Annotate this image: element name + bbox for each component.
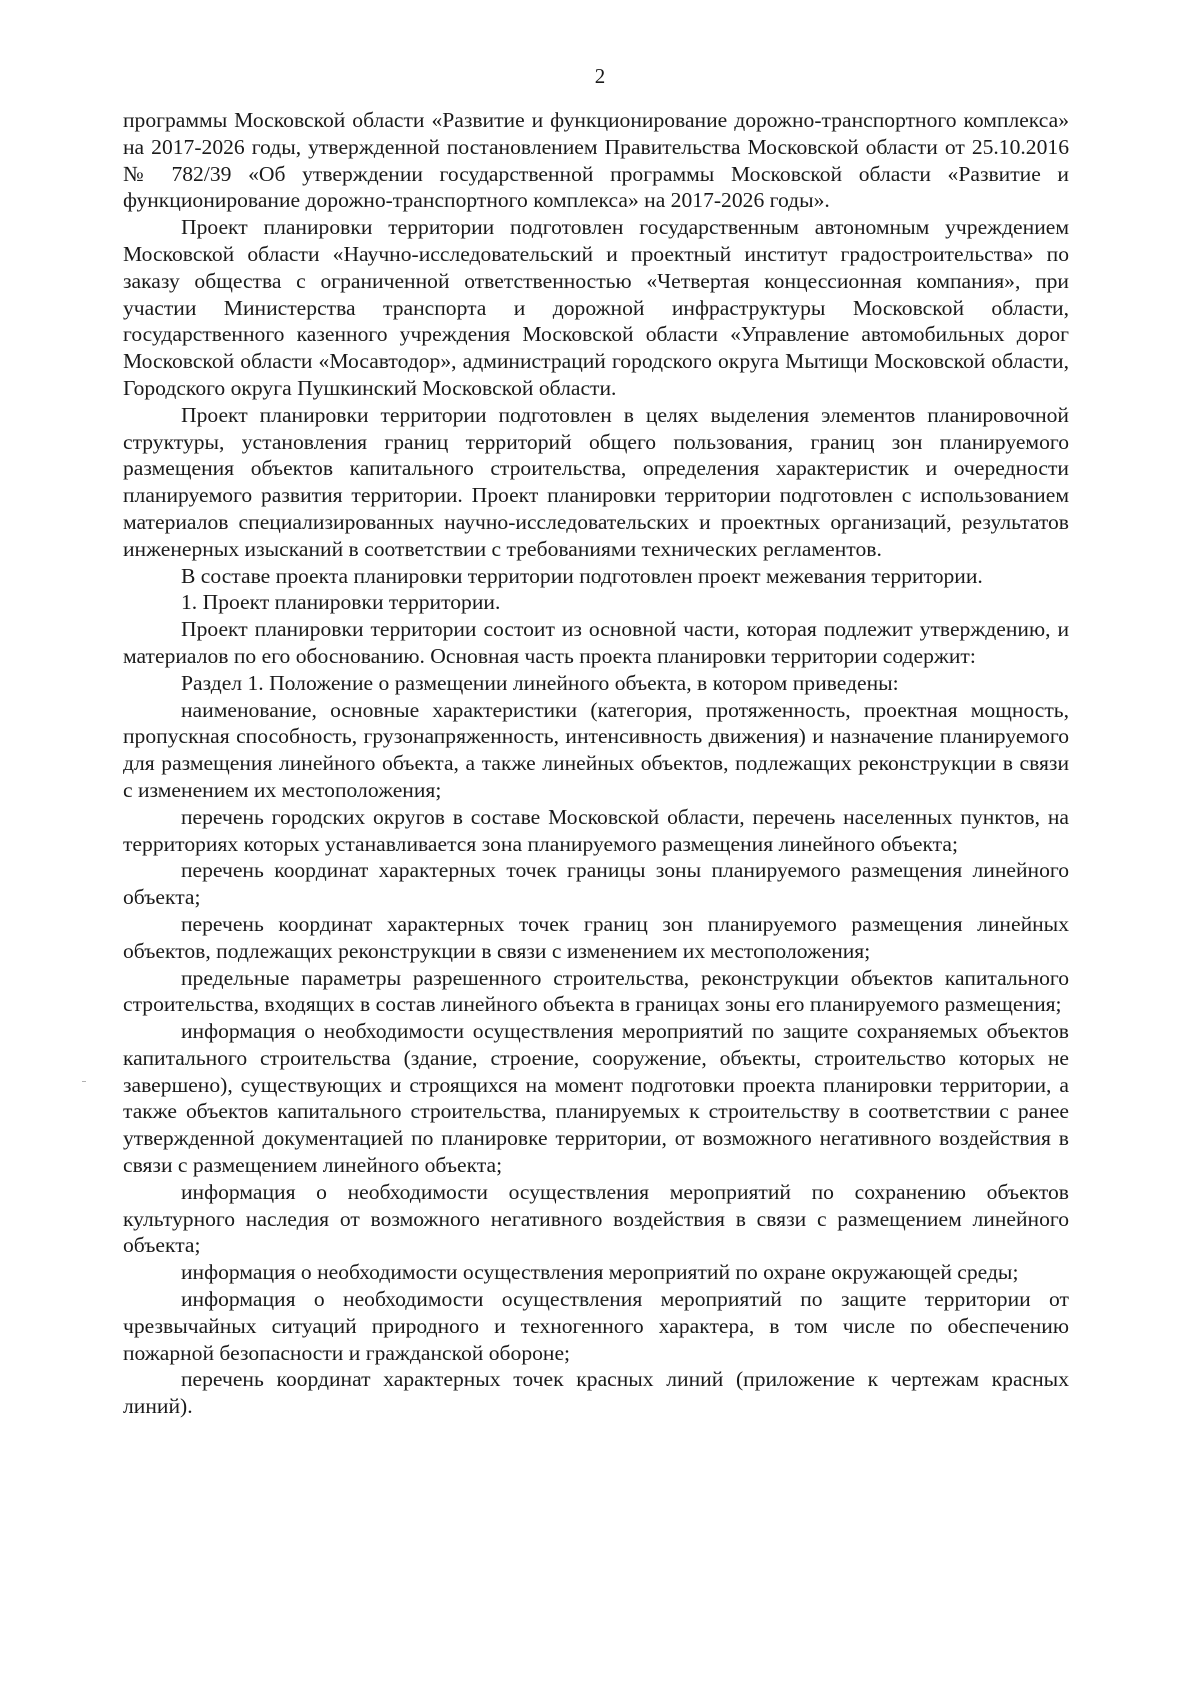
scan-artifact (82, 1081, 86, 1082)
list-item: перечень координат характерных точек красных линий (приложение к чертежам красных линий). (123, 1367, 1069, 1419)
list-item: информация о необходимости осуществления мероприятий по сохранению объектов культурного наследия от возможного негативного воздействия в связи с размещением линейного объекта; (123, 1179, 1069, 1258)
paragraph-program-continuation: программы Московской области «Развитие и функционирование дорожно-транспортного комплекса» на 2017-2026 годы, утвержденной постановлением Правительства Московской области от 25.10.2016 № 782/39 «Об утверждении государственной программы Московской области «Развитие и функционирование дорожно-транспортного комплекса» на 2017-2026 годы». (123, 108, 1069, 213)
list-item: информация о необходимости осуществления мероприятий по защите территории от чрезвычайных ситуаций природного и техногенного характера, в том числе по обеспечению пожарной безопасности и гражданской обороне; (123, 1287, 1069, 1365)
list-item: перечень городских округов в составе Московской области, перечень населенных пунктов, на территориях которых устанавливается зона планируемого размещения линейного объекта; (123, 804, 1069, 856)
paragraph-land-survey-project: В составе проекта планировки территории подготовлен проект межевания территории. (181, 563, 983, 588)
list-item: наименование, основные характеристики (категория, протяженность, проектная мощность, пропускная способность, грузонапряженность, интенсивность движения) и назначение планируемого для размещения линейного объекта, а также линейных объектов, подлежащих реконструкции в связи с изменением их местоположения; (123, 697, 1069, 802)
paragraph-project-composition: Проект планировки территории состоит из основной части, которая подлежит утверждению, и материалов по его обоснованию. Основная часть проекта планировки территории содержит: (123, 617, 1069, 668)
paragraph-project-purpose: Проект планировки территории подготовлен в целях выделения элементов планировочной структуры, установления границ территорий общего пользования, границ зон планируемого размещения объектов капитального строительства, определения характеристик и очередности планируемого развития территории. Проект планировки территории подготовлен с использованием материалов специализированных научно-исследовательских и проектных организаций, результатов инженерных изысканий в соответствии с требованиями технических регламентов. (123, 402, 1069, 561)
page-number: 2 (594, 64, 606, 88)
section-heading-planning-project: 1. Проект планировки территории. (181, 590, 501, 615)
list-item: предельные параметры разрешенного строительства, реконструкции объектов капитального строительства, входящих в состав линейного объекта в границах зоны его планируемого размещения; (123, 965, 1069, 1017)
paragraph-section-1: Раздел 1. Положение о размещении линейного объекта, в котором приведены: (181, 670, 899, 695)
document-body (123, 107, 1069, 1420)
paragraph-project-prepared-by: Проект планировки территории подготовлен государственным автономным учреждением Московской области «Научно-исследовательский и проектный институт градостроительства» по заказу общества с ограниченной ответственностью «Четвертая концессионная компания», при участии Министерства транспорта и дорожной инфраструктуры Московской области, государственного казенного учреждения Московской области «Управление автомобильных дорог Московской области «Мосавтодор», администраций городского округа Мытищи Московской области, Городского округа Пушкинский Московской области. (123, 215, 1069, 400)
list-item: информация о необходимости осуществления мероприятий по защите сохраняемых объектов капитального строительства (здание, строение, сооружение, объекты, строительство которых не завершено), существующих и строящихся на момент подготовки проекта планировки территории, а также объектов капитального строительства, планируемых к строительству в соответствии с ранее утвержденной документацией по планировке территории, от возможного негативного воздействия в связи с размещением линейного объекта; (123, 1019, 1069, 1178)
list-item: перечень координат характерных точек границы зоны планируемого размещения линейного объекта; (123, 858, 1069, 910)
list-item: информация о необходимости осуществления мероприятий по охране окружающей среды; (181, 1260, 1019, 1285)
list-item: перечень координат характерных точек границ зон планируемого размещения линейных объектов, подлежащих реконструкции в связи с изменением их местоположения; (123, 911, 1069, 963)
